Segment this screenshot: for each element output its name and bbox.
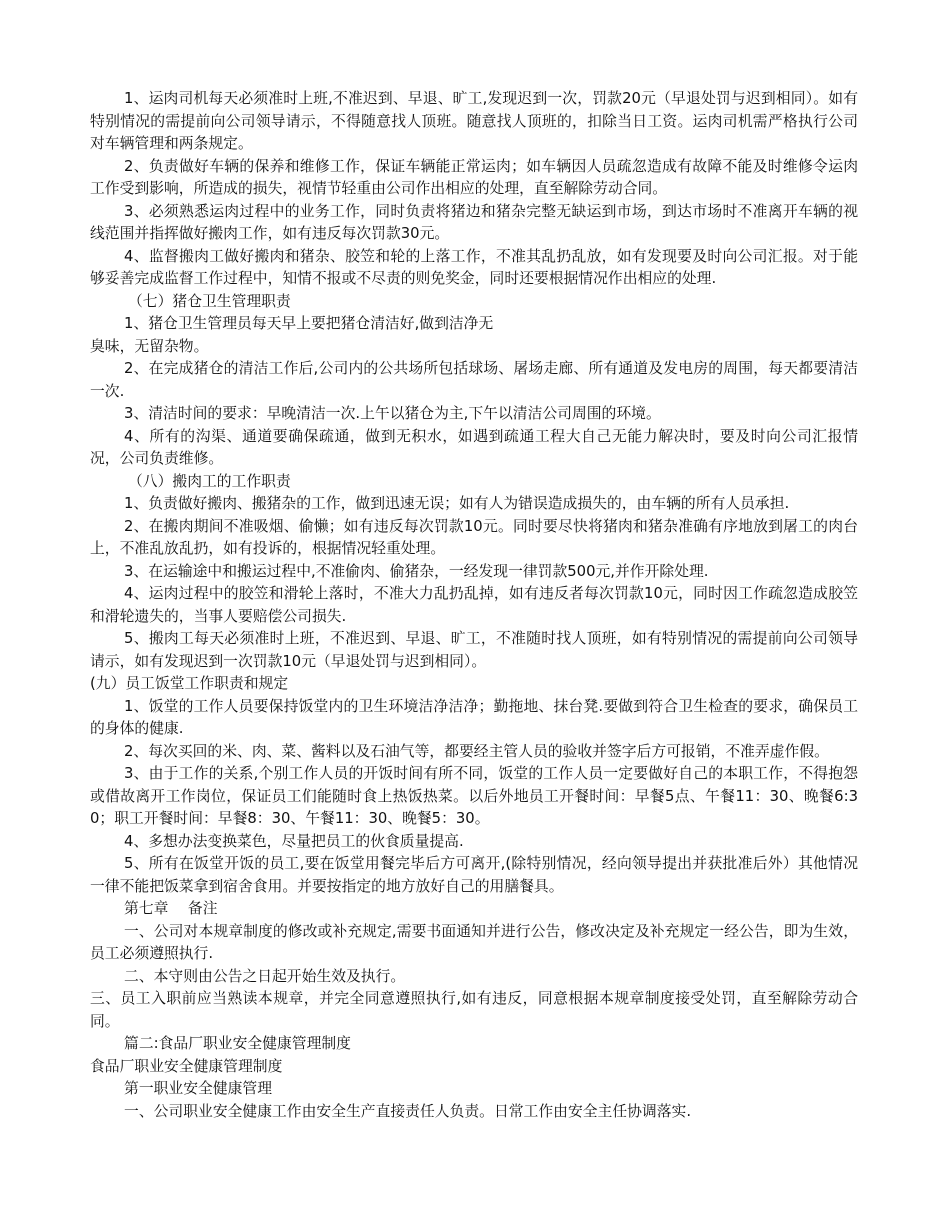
paragraph: 4、运肉过程中的胶笠和滑轮上落时，不准大力乱扔乱掉，如有违反者每次罚款10元，同时因工作疏忽造成胶笠和滑轮遗失的，当事人要赔偿公司损失. xyxy=(90,585,858,625)
paragraph: 三、员工入职前应当熟读本规章，并完全同意遵照执行,如有违反，同意根据本规章制度接受处罚，直至解除劳动合同。 xyxy=(90,990,858,1030)
paragraph: 4、多想办法变换菜色，尽量把员工的伙食质量提高. xyxy=(124,832,464,850)
paragraph: 臭味，无留杂物。 xyxy=(90,337,209,355)
paragraph: 第七章 备注 xyxy=(124,900,218,917)
paragraph: 5、搬肉工每天必须准时上班，不准迟到、早退、旷工，不准随时找人顶班，如有特别情况的需提前向公司领导请示，如有发现迟到一次罚款10元（早退处罚与迟到相同）。 xyxy=(90,630,858,670)
paragraph: 篇二:食品厂职业安全健康管理制度 xyxy=(124,1035,351,1052)
paragraph: 4、监督搬肉工做好搬肉和猪杂、胶笠和轮的上落工作，不准其乱扔乱放，如有发现要及时向公司汇报。对于能够妥善完成监督工作过程中，知情不报或不尽责的则免奖金，同时还要根据情况作出相应的处理. xyxy=(90,247,858,287)
paragraph: 3、清洁时间的要求：早晚清洁一次.上午以猪仓为主,下午以清洁公司周围的环境。 xyxy=(124,405,661,422)
paragraph: 1、负责做好搬肉、搬猪杂的工作，做到迅速无误；如有人为错误造成损失的，由车辆的所有人员承担. xyxy=(124,495,790,512)
paragraph: 一、公司职业安全健康工作由安全生产直接责任人负责。日常工作由安全主任协调落实. xyxy=(124,1102,692,1120)
document-body xyxy=(90,88,858,1123)
paragraph: （八）搬肉工的工作职责 xyxy=(128,472,291,490)
paragraph: 3、必须熟悉运肉过程中的业务工作，同时负责将猪边和猪杂完整无缺运到市场，到达市场时不准离开车辆的视线范围并指挥做好搬肉工作，如有违反每次罚款30元。 xyxy=(90,202,858,242)
paragraph: 2、在搬肉期间不准吸烟、偷懒；如有违反每次罚款10元。同时要尽快将猪肉和猪杂准确有序地放到屠工的肉台上，不准乱放乱扔，如有投诉的，根据情况轻重处理。 xyxy=(90,517,858,557)
paragraph: 4、所有的沟渠、通道要确保疏通，做到无积水，如遇到疏通工程大自己无能力解决时，要及时向公司汇报情况，公司负责维修。 xyxy=(90,427,858,467)
paragraph: （七）猪仓卫生管理职责 xyxy=(128,292,291,310)
paragraph: 1、猪仓卫生管理员每天早上要把猪仓清洁好,做到洁净无 xyxy=(124,315,494,332)
paragraph: 一、公司对本规章制度的修改或补充规定,需要书面通知并进行公告，修改决定及补充规定一经公告，即为生效，员工必须遵照执行. xyxy=(90,922,858,962)
paragraph: 2、负责做好车辆的保养和维修工作，保证车辆能正常运肉；如车辆因人员疏忽造成有故障不能及时维修令运肉工作受到影响，所造成的损失，视情节轻重由公司作出相应的处理，直至解除劳动合同。 xyxy=(90,157,858,197)
paragraph: 3、在运输途中和搬运过程中,不准偷肉、偷猪杂，一经发现一律罚款500元,并作开除处理. xyxy=(124,562,709,580)
paragraph: 食品厂职业安全健康管理制度 xyxy=(90,1057,283,1075)
paragraph: 2、在完成猪仓的清洁工作后,公司内的公共场所包括球场、屠场走廊、所有通道及发电房的周围，每天都要清洁一次. xyxy=(90,360,858,400)
paragraph: 第一职业安全健康管理 xyxy=(124,1080,273,1097)
paragraph: 2、每次买回的米、肉、菜、酱料以及石油气等，都要经主管人员的验收并签字后方可报销，不准弄虚作假。 xyxy=(124,742,829,760)
paragraph: 5、所有在饭堂开饭的员工,要在饭堂用餐完毕后方可离开,(除特别情况，经向领导提出并获批准后外）其他情况一律不能把饭菜拿到宿舍食用。并要按指定的地方放好自己的用膳餐具。 xyxy=(90,855,858,895)
paragraph: 二、本守则由公告之日起开始生效及执行。 xyxy=(124,967,406,985)
paragraph: (九）员工饭堂工作职责和规定 xyxy=(90,675,289,692)
paragraph: 3、由于工作的关系,个别工作人员的开饭时间有所不同，饭堂的工作人员一定要做好自己的本职工作，不得抱怨或借故离开工作岗位，保证员工们能随时食上热饭热菜。以后外地员工开餐时间：早餐5点、午餐11：30、晚餐6:30；职工开餐时间：早餐8：30、午餐11：30、晚餐5：30。 xyxy=(90,765,858,827)
paragraph: 1、运肉司机每天必须准时上班,不准迟到、早退、旷工,发现迟到一次，罚款20元（早退处罚与迟到相同）。如有特别情况的需提前向公司领导请示，不得随意找人顶班。随意找人顶班的，扣除当日工资。运肉司机需严格执行公司对车辆管理和两条规定。 xyxy=(90,90,858,152)
paragraph: 1、饭堂的工作人员要保持饭堂内的卫生环境洁净洁净；勤拖地、抹台凳.要做到符合卫生检查的要求，确保员工的身体的健康. xyxy=(90,697,858,737)
